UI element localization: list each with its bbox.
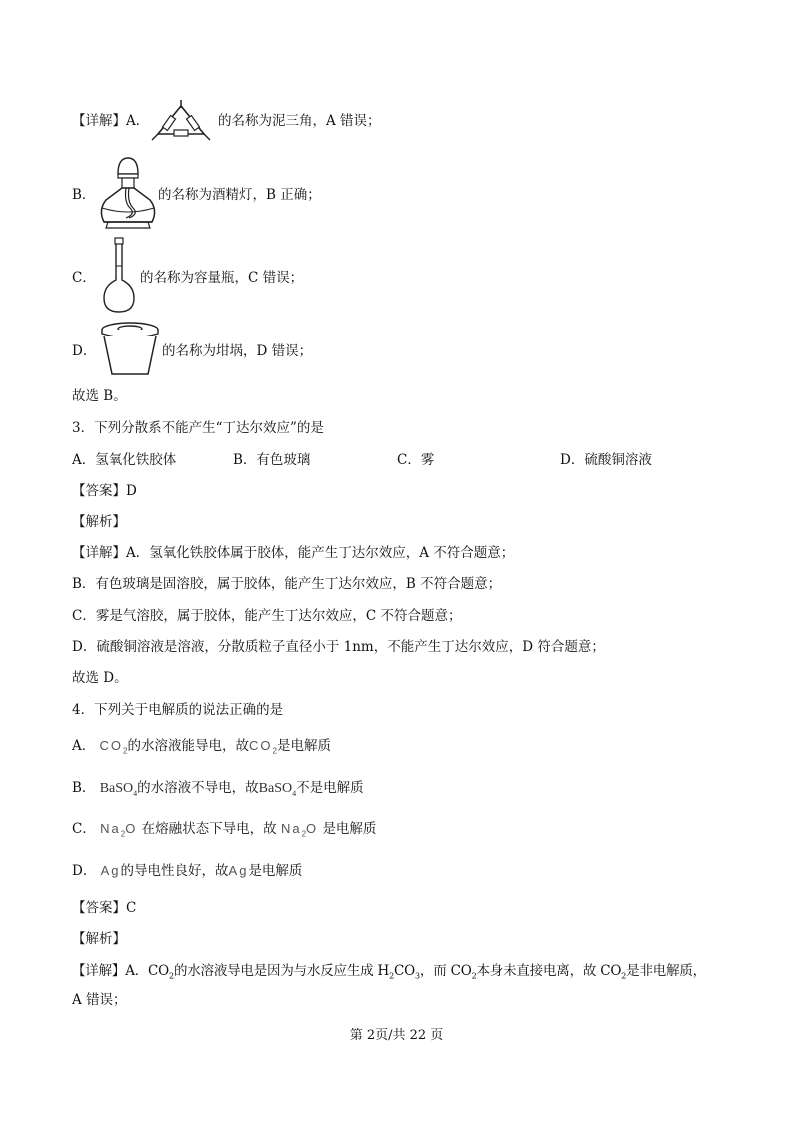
detail-d-prefix: D． [72, 343, 97, 359]
q3-detail-a: 【详解】A．氢氧化铁胶体属于胶体，能产生丁达尔效应，A 不符合题意； [72, 545, 515, 561]
q4-c-formula-2: $Na_2O$ [280, 821, 319, 839]
q4-b-end: 不是电解质 [296, 780, 364, 796]
q4-d-formula-1: Ag [100, 863, 121, 878]
q4-d-mid: 的导电性良好，故 [120, 863, 229, 879]
q3-question: 3．下列分散系不能产生“丁达尔效应”的是 [72, 420, 324, 436]
q3-detail-b: B．有色玻璃是固溶胶，属于胶体，能产生丁达尔效应，B 不符合题意； [72, 576, 502, 592]
q4-b-formula-1: BaSO$_4$ [99, 781, 138, 798]
detail-a-text: 的名称为泥三角，A 错误； [218, 113, 381, 129]
q4-d-label: D． [72, 863, 97, 879]
q3-detail-c: C．雾是气溶胶，属于胶体，能产生丁达尔效应，C 不符合题意； [72, 608, 462, 624]
q4-a-end: 是电解质 [276, 738, 331, 754]
q4-b-formula-2: BaSO$_4$ [258, 781, 297, 798]
q4-a-label: A． [72, 738, 96, 754]
page-footer: 第 2页/共 22 页 [349, 1028, 444, 1043]
q4-c-mid: 在熔融状态下导电，故 [141, 821, 277, 837]
clay-triangle-figure [150, 96, 212, 142]
detail-d-text: 的名称为坩埚，D 错误； [162, 343, 313, 359]
q4-a-formula-1: $CO_2$ [99, 738, 128, 756]
q4-analysis-label: 【解析】 [72, 931, 126, 947]
q4-c-end: 是电解质 [322, 821, 377, 837]
q4-detail-a: 【详解】A．$CO_2$的水溶液导电是因为与水反应生成 $H_2CO_3$，而 $CO_2$本身未直接电离，故 $CO_2$是非电解质， [72, 963, 706, 981]
q3-option-d: D．硫酸铜溶液 [560, 452, 652, 468]
q3-option-a: A．氢氧化铁胶体 [72, 452, 177, 468]
detail-b-prefix: B． [72, 187, 96, 203]
q3-detail-d: D．硫酸铜溶液是溶液，分散质粒子直径小于 1nm，不能产生丁达尔效应，D 符合题意； [72, 639, 605, 655]
q3-option-c: C．雾 [397, 452, 435, 468]
q4-option-d [72, 861, 302, 881]
q4-d-end: 是电解质 [248, 863, 303, 879]
volumetric-flask-figure [100, 236, 140, 316]
q3-analysis-label: 【解析】 [72, 514, 126, 530]
q3-option-b: B．有色玻璃 [233, 452, 311, 468]
q4-a-formula-2: $CO_2$ [249, 738, 277, 756]
alcohol-lamp-figure [96, 152, 160, 234]
q4-c-formula-1: $Na_2O$ [100, 821, 138, 839]
q4-option-c [72, 819, 376, 845]
q4-d-formula-2: Ag [228, 863, 249, 878]
q2-conclusion: 故选 B。 [72, 388, 127, 404]
crucible-figure [98, 318, 162, 378]
detail-a-prefix: 【详解】A． [72, 113, 150, 129]
detail-b-text: 的名称为酒精灯，B 正确； [158, 187, 321, 203]
detail-c-text: 的名称为容量瓶，C 错误； [140, 270, 304, 286]
detail-a-line [72, 111, 149, 131]
q4-a-mid: 的水溶液能导电，故 [127, 738, 249, 754]
q4-answer: 【答案】C [72, 900, 137, 916]
q4-detail-a-cont: A 错误； [72, 992, 127, 1008]
detail-c-prefix: C． [72, 270, 96, 286]
q4-option-b [72, 778, 364, 804]
q4-option-a [72, 736, 331, 762]
q4-b-label: B． [72, 780, 96, 796]
q4-c-label: C． [72, 821, 96, 837]
q3-answer: 【答案】D [72, 483, 137, 499]
q4-question: 4．下列关于电解质的说法正确的是 [72, 702, 284, 718]
q4-b-mid: 的水溶液不导电，故 [137, 780, 259, 796]
q3-conclusion: 故选 D。 [72, 670, 128, 686]
